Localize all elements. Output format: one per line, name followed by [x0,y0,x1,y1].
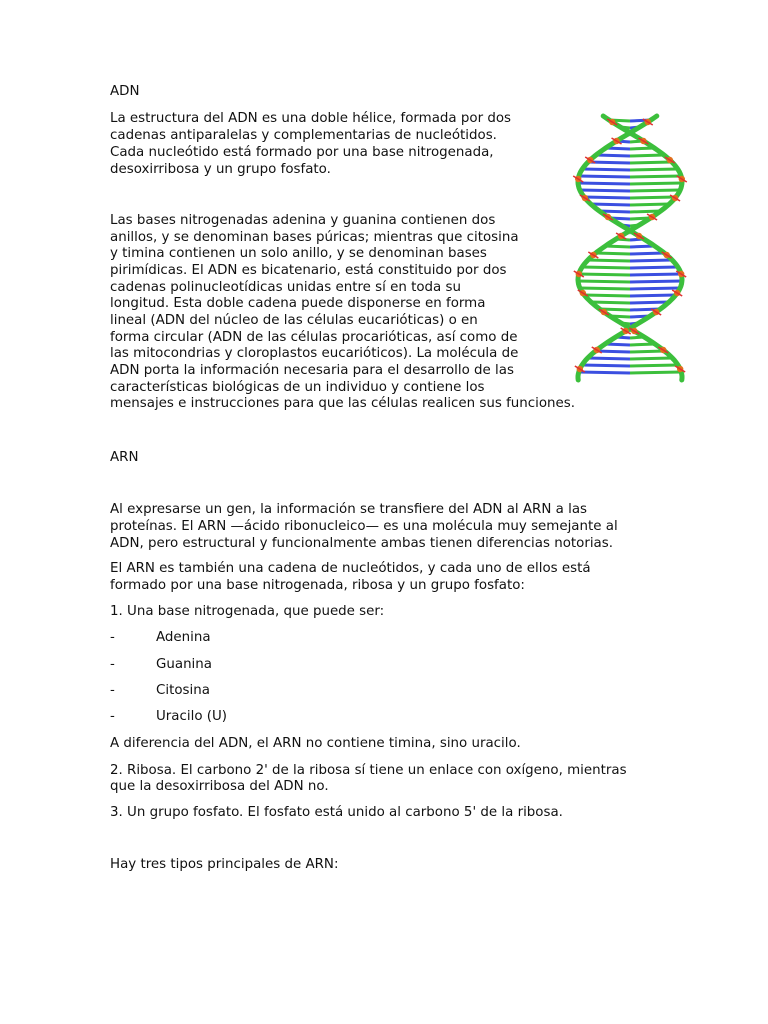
adn-para1-line: Cada nucleótido está formado por una base nitrogenada, [110,145,494,160]
base-pair-rung [630,162,672,163]
adn-para2-line: cadenas polinucleotídicas unidas entre sí en toda su [110,280,461,295]
base-pair-rung [630,176,681,177]
base-pair-rung [630,204,669,205]
arn-para2-line: El ARN es también una cadena de nucleótidos, y cada uno de ellos está [110,561,591,576]
base-pair-rung [582,169,630,170]
base-pair-rung [580,288,630,289]
list-bullet: - [110,709,115,724]
base-pair-rung [630,351,665,352]
adn-para2-line: Las bases nitrogenadas adenina y guanina contienen dos [110,213,496,228]
dna-double-helix-image [556,108,702,386]
arn-difference: A diferencia del ADN, el ARN no contiene timina, sino uracilo. [110,736,521,751]
base-pair-rung [596,155,630,156]
adn-para2-line: longitud. Esta doble cadena puede disponerse en forma [110,296,486,311]
adn-heading: ADN [110,84,140,99]
adn-para1-line: La estructura del ADN es una doble hélice, formada por dos [110,111,512,126]
arn-para1-line: ADN, pero estructural y funcionalmente ambas tienen diferencias notorias. [110,536,613,551]
adn-para2-line: y timina contienen un solo anillo, y se denominan bases [110,246,487,261]
adn-para2-line: ADN porta la información necesaria para el desarrollo de las [110,363,514,378]
adn-para2-line: pirimídicas. El ADN es bicatenario, está constituido por dos [110,263,507,278]
base-pair-rung [584,295,630,296]
adn-para2-line: mensajes e instrucciones para que las células realicen sus funciones. [110,396,575,411]
base-pair-rung [578,183,630,184]
adn-para2-line: las mitocondrias y cloroplastos eucarióticos). La molécula de [110,346,519,361]
adn-para2-line: forma circular (ADN de las células procarióticas, así como de [110,330,518,345]
base-pair-rung [630,190,680,191]
base-pair-rung [582,267,630,268]
arn-para2-line: formado por una base nitrogenada, ribosa y un grupo fosfato: [110,578,525,593]
base-pair-rung [588,260,630,261]
list-bullet: - [110,630,115,645]
arn-heading: ARN [110,450,139,465]
base-pair-rung [630,281,682,282]
base-pair-rung [578,281,630,282]
list-bullet: - [110,683,115,698]
base-pair-rung [630,358,672,359]
base-pair-rung [591,204,630,205]
arn-point3: 3. Un grupo fosfato. El fosfato está unido al carbono 5' de la ribosa. [110,805,563,820]
arn-para1-line: Al expresarse un gen, la información se transfiere del ADN al ARN a las [110,502,587,517]
base-pair-rung [580,190,630,191]
base-pair-rung [630,155,664,156]
base-item-citosina: Citosina [156,683,210,698]
arn-types-intro: Hay tres tipos principales de ARN: [110,857,339,872]
arn-point2-line: que la desoxirribosa del ADN no. [110,779,329,794]
base-pair-rung [584,197,630,198]
adn-para1-line: desoxirribosa y un grupo fosfato. [110,162,331,177]
base-pair-rung [588,358,630,359]
arn-para1-line: proteínas. El ARN —ácido ribonucleico— es una molécula muy semejante al [110,519,618,534]
arn-point2-line: 2. Ribosa. El carbono 2' de la ribosa sí tiene un enlace con oxígeno, mientras [110,763,627,778]
base-pair-rung [579,176,630,177]
adn-para2-line: características biológicas de un individuo y contiene los [110,380,485,395]
base-item-uracilo: Uracilo (U) [156,709,228,724]
base-pair-rung [630,372,681,373]
base-pair-rung [630,197,676,198]
base-pair-rung [591,302,630,303]
base-pair-rung [630,302,669,303]
base-pair-rung [630,183,682,184]
adn-para2-line: lineal (ADN del núcleo de las células eucarióticas) o en [110,313,478,328]
base-pair-rung [579,372,630,373]
base-pair-rung [630,274,681,275]
base-item-guanina: Guanina [156,657,212,672]
list-bullet: - [110,657,115,672]
adn-para1-line: cadenas antiparalelas y complementarias de nucleótidos. [110,128,497,143]
base-pair-rung [630,365,678,366]
base-item-adenina: Adenina [156,630,211,645]
base-pair-rung [630,253,664,254]
arn-point1: 1. Una base nitrogenada, que puede ser: [110,604,385,619]
base-pair-rung [582,365,630,366]
base-pair-rung [630,295,676,296]
base-pair-rung [579,274,630,275]
base-pair-rung [630,169,678,170]
base-pair-rung [630,288,680,289]
base-pair-rung [630,260,672,261]
base-pair-rung [596,253,630,254]
adn-para2-line: anillos, y se denominan bases púricas; mientras que citosina [110,230,519,245]
base-pair-rung [630,267,678,268]
